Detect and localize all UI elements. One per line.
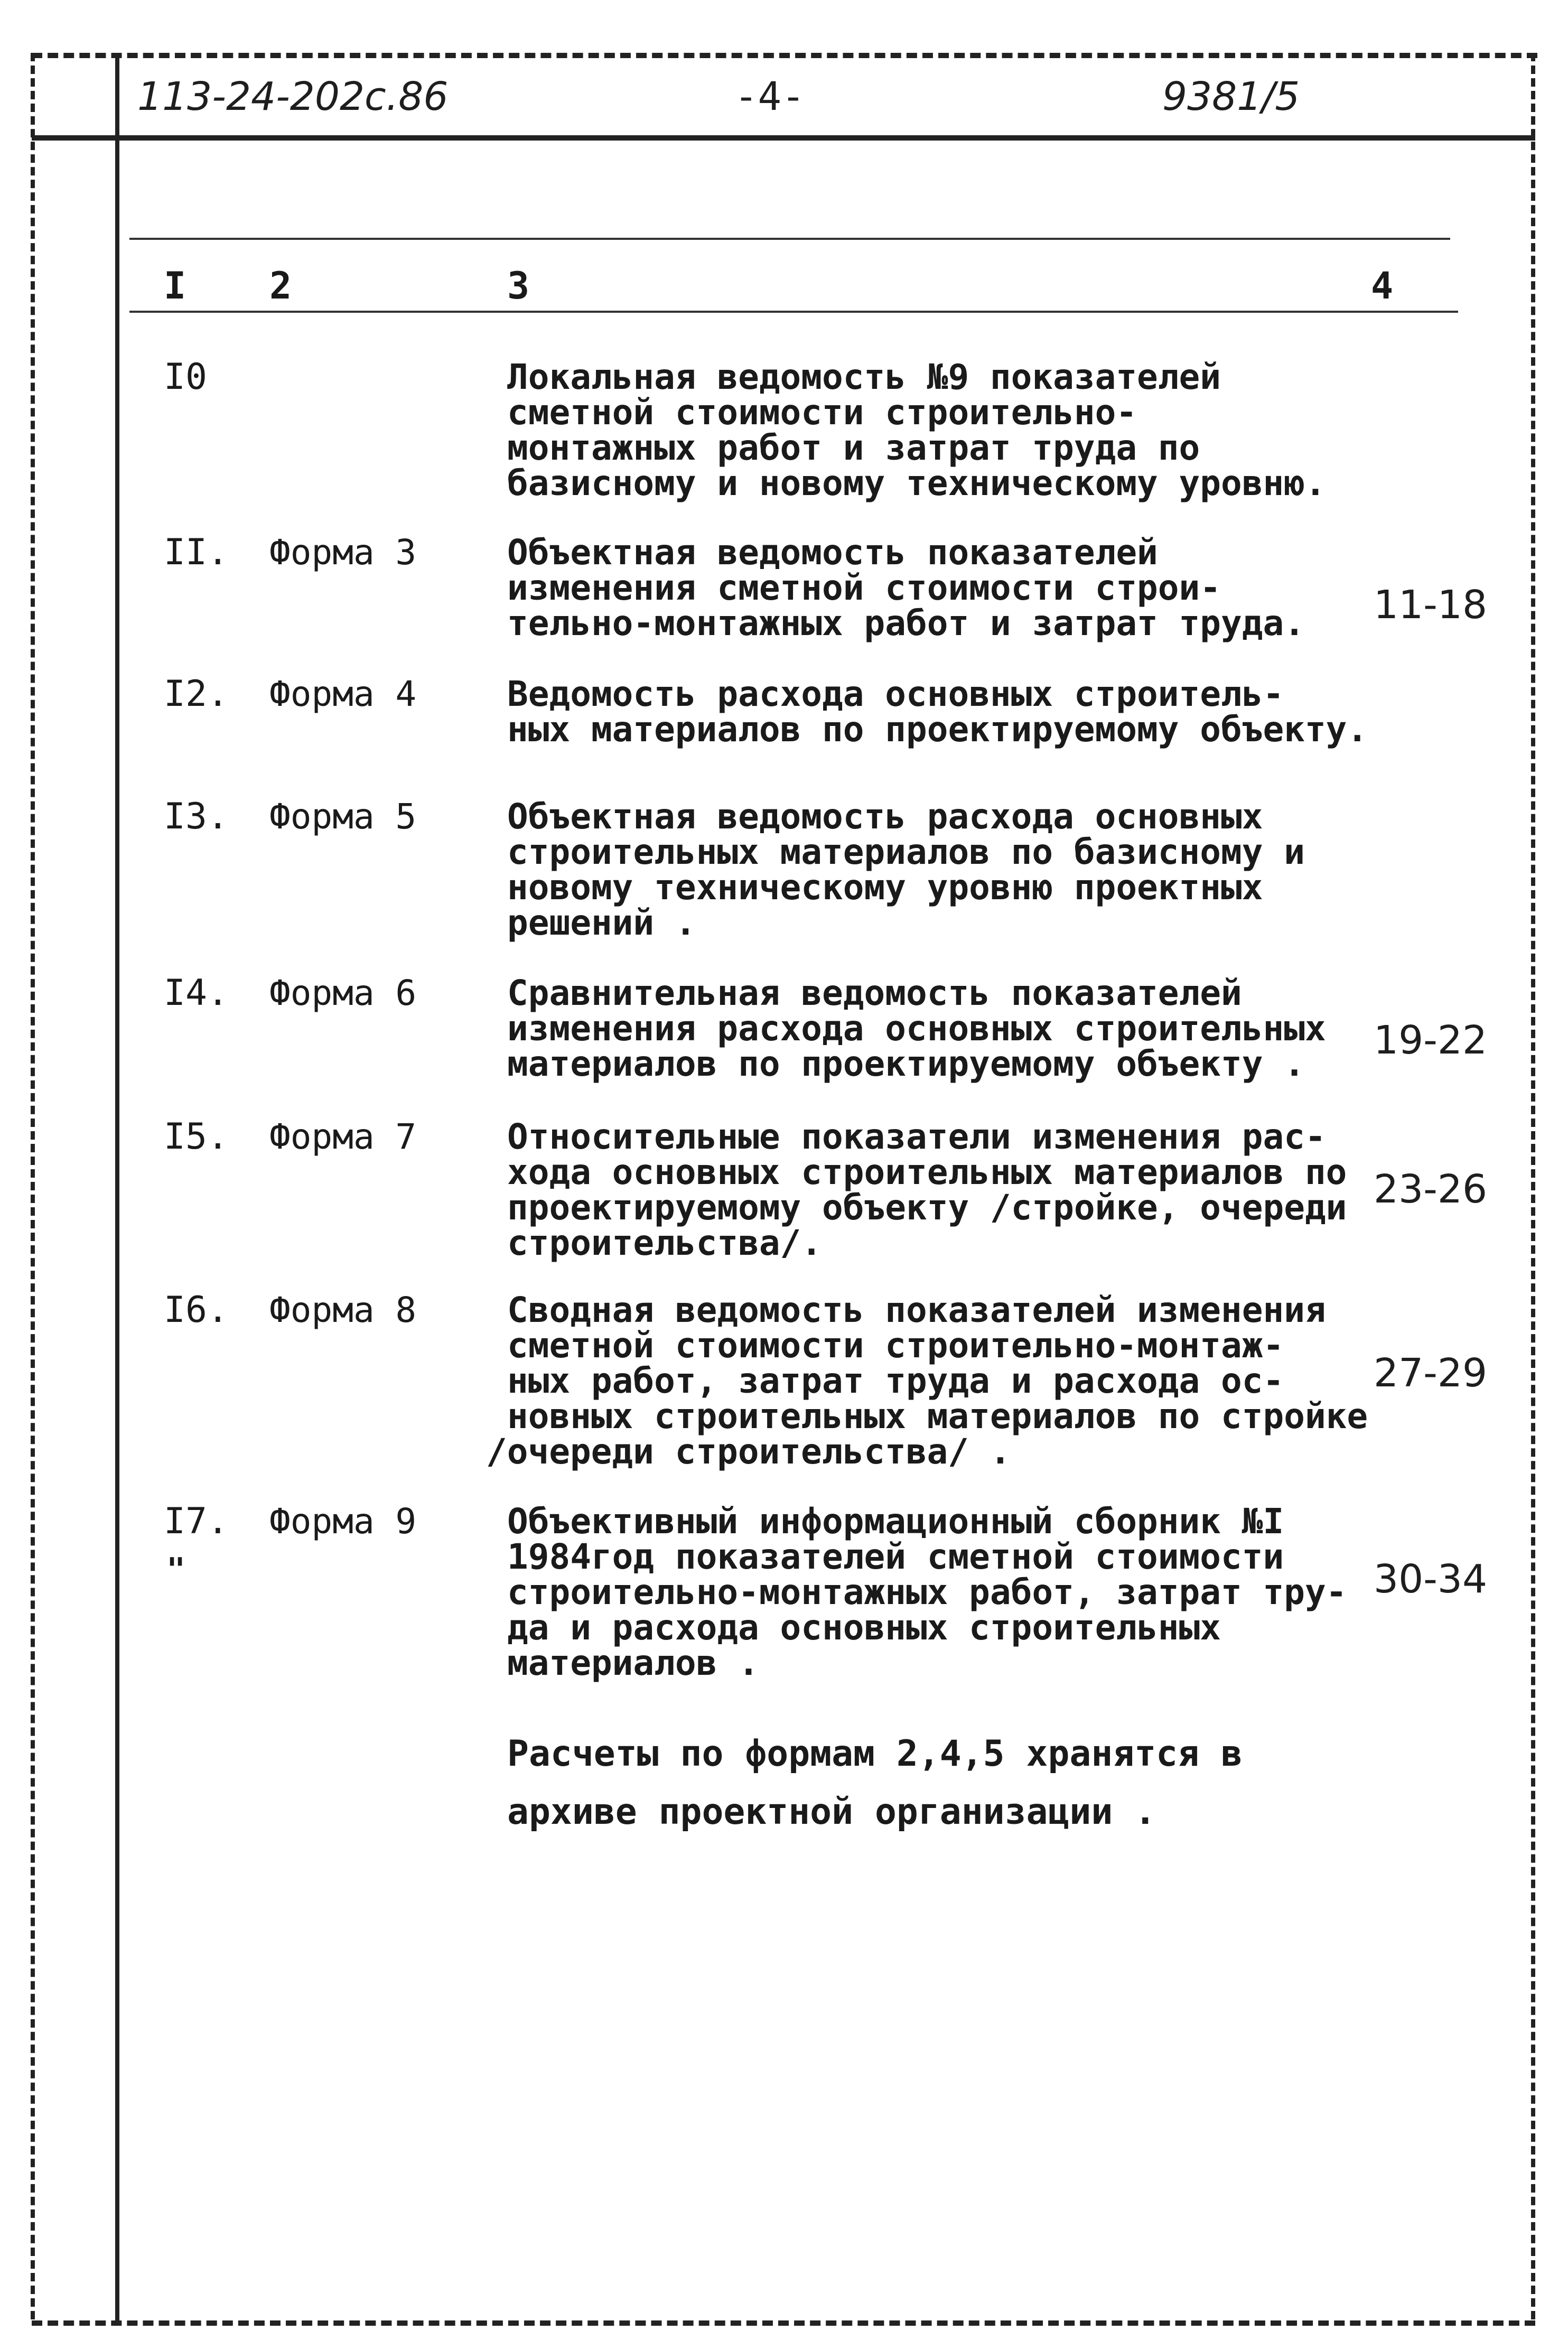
page-frame-right (1531, 53, 1535, 2319)
row-form: Форма 7 (269, 1116, 417, 1157)
header-rule (32, 135, 1535, 141)
ditto-mark: " (166, 1551, 186, 1588)
row-description: Локальная ведомость №9 показателей сметной стоимости строительно- монтажных работ и затрат труда по базисному и новому техническому уровню. (507, 357, 1326, 504)
page-frame-bottom (32, 2320, 1535, 2326)
row-pages: 27-29 (1374, 1350, 1488, 1396)
column-header-3: 3 (507, 264, 530, 307)
row-form: Форма 4 (269, 674, 417, 714)
table-top-rule (129, 238, 1450, 240)
row-description: Объектная ведомость расхода основных строительных материалов по базисному и новому техническому уровню проектных решений . (507, 796, 1305, 943)
row-form: Форма 5 (269, 796, 417, 837)
column-header-1: I (164, 264, 186, 307)
page-frame-left (31, 53, 35, 2319)
row-number: I2. (164, 673, 229, 715)
table-header-rule (129, 311, 1458, 313)
column-header-2: 2 (269, 264, 292, 307)
row-number: I7. (164, 1500, 229, 1542)
row-number: I3. (164, 796, 229, 837)
row-form: Форма 6 (269, 973, 417, 1013)
row-number: I6. (164, 1289, 229, 1331)
row-number: II. (164, 532, 229, 573)
row-pages: 23-26 (1374, 1167, 1488, 1212)
row-description: Сводная ведомость показателей изменения сметной стоимости строительно-монтаж- ных работ, затрат труда и расхода ос- новных строительных материалов по стройке /очереди строительства/ . (486, 1290, 1368, 1472)
row-number: I5. (164, 1116, 229, 1158)
row-number: I4. (164, 972, 229, 1014)
document-code: 113-24-202с.86 (137, 74, 449, 119)
binding-margin-line (115, 53, 119, 2325)
column-header-4: 4 (1371, 264, 1394, 307)
row-pages: 11-18 (1374, 582, 1488, 628)
row-form: Форма 8 (269, 1290, 417, 1330)
row-pages: 30-34 (1374, 1556, 1488, 1602)
row-description: Сравнительная ведомость показателей изменения расхода основных строительных материалов по проектируемому объекту . (507, 973, 1326, 1084)
inventory-number: 9381/5 (1162, 74, 1300, 119)
row-description: Объективный информационный сборник №I 1984год показателей сметной стоимости строительно-монтажных работ, затрат тру- да и расхода основных строительных материалов . (507, 1501, 1347, 1683)
row-description: Объектная ведомость показателей изменения сметной стоимости строи- тельно-монтажных работ и затрат труда. (507, 532, 1305, 644)
row-pages: 19-22 (1374, 1018, 1488, 1063)
page-number: -4- (734, 74, 805, 119)
row-form: Форма 9 (269, 1501, 417, 1542)
row-description: Относительные показатели изменения рас- хода основных строительных материалов по проектируемому объекту /стройке, очереди строительства/. (507, 1116, 1347, 1263)
page-frame-top (32, 53, 1537, 58)
archive-note: Расчеты по формам 2,4,5 хранятся в архиве проектной организации . (507, 1733, 1243, 1833)
row-number: I0 (164, 356, 207, 398)
row-description: Ведомость расхода основных строитель- ных материалов по проектируемому объекту. (507, 674, 1368, 750)
row-form: Форма 3 (269, 532, 417, 573)
